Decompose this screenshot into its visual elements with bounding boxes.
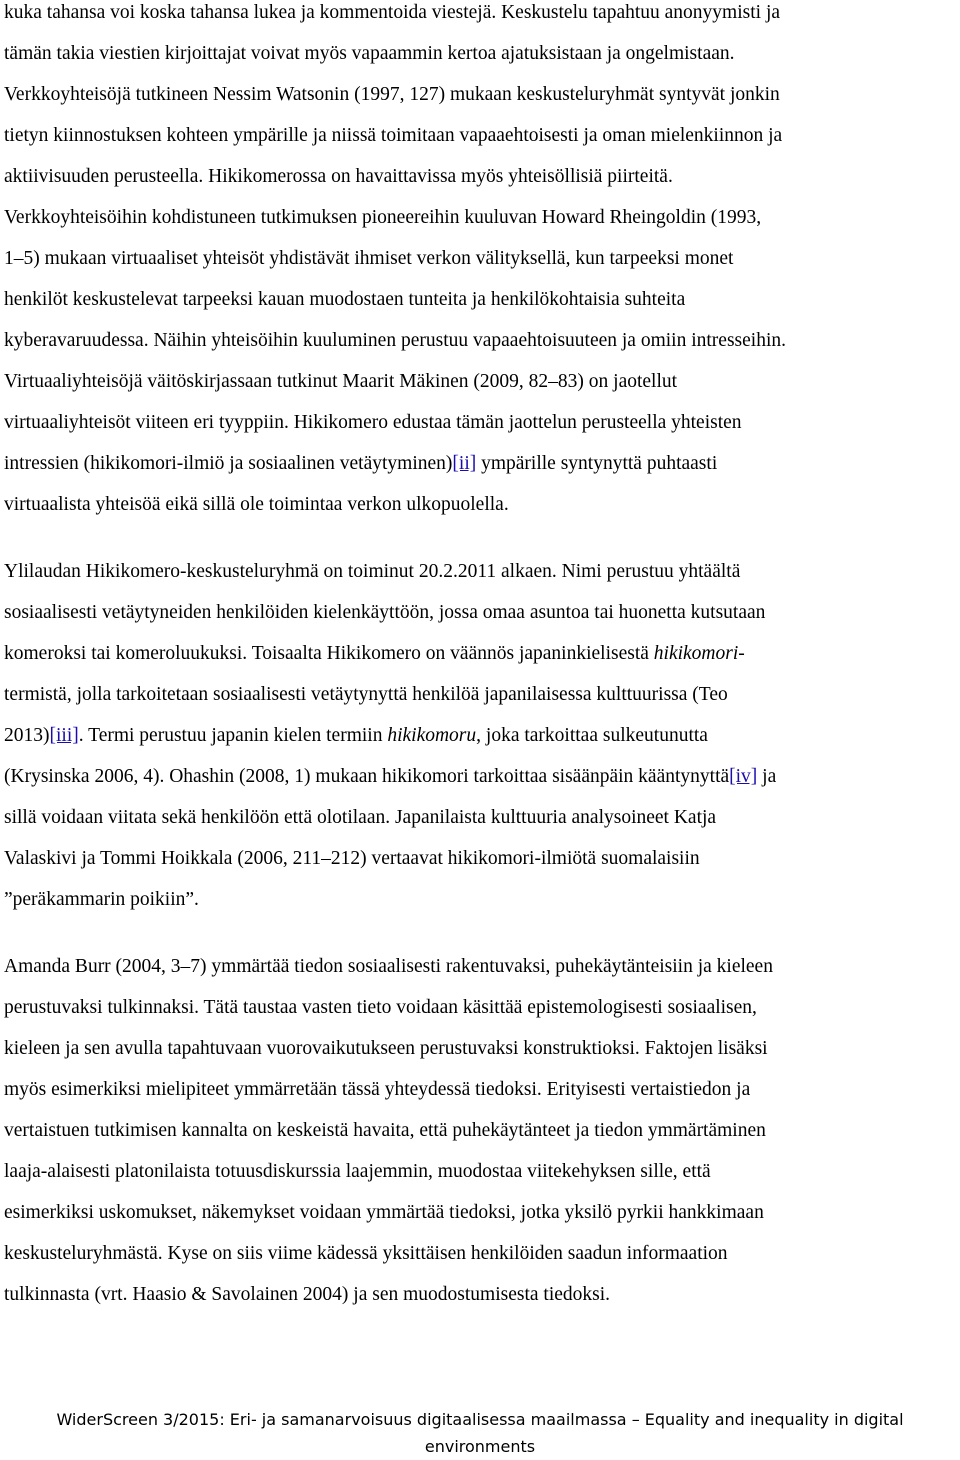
text-line xyxy=(4,74,958,115)
document-body xyxy=(4,0,958,1315)
text-run: 2013) xyxy=(4,725,50,746)
text-line xyxy=(4,674,958,715)
text-line xyxy=(4,279,958,320)
text-line xyxy=(4,197,958,238)
text-line xyxy=(4,1069,958,1110)
text-run: intressien (hikikomori-ilmiö ja sosiaalinen vetäytyminen) xyxy=(4,453,453,474)
italic-term: hikikomoru xyxy=(387,725,477,746)
footer-line: environments xyxy=(424,1437,536,1456)
text-line xyxy=(4,551,958,592)
text-line xyxy=(4,1110,958,1151)
text-run: Virtuaaliyhteisöjä väitöskirjassaan tutkinut Maarit Mäkinen (2009, 82–83) on jaotellut xyxy=(4,371,678,392)
paragraph xyxy=(4,551,958,920)
text-run: 1–5) mukaan virtuaaliset yhteisöt yhdistävät ihmiset verkon välityksellä, kun tarpeeksi monet xyxy=(4,248,734,269)
text-run: (Krysinska 2006, 4). Ohashin (2008, 1) mukaan hikikomori tarkoittaa sisäänpäin kääntynyttä xyxy=(4,766,730,787)
text-run: kyberavaruudessa. Näihin yhteisöihin kuuluminen perustuu vapaaehtoisuuteen ja omiin intresseihin. xyxy=(4,330,786,351)
text-run: Valaskivi ja Tommi Hoikkala (2006, 211–212) vertaavat hikikomori-ilmiötä suomalaisiin xyxy=(4,848,700,869)
text-line xyxy=(4,1233,958,1274)
text-run: esimerkiksi uskomukset, näkemykset voidaan ymmärtää tiedoksi, jotka yksilö pyrkii hankkimaan xyxy=(4,1202,764,1223)
text-line xyxy=(4,1028,958,1069)
footnote-link[interactable]: [iii] xyxy=(49,725,79,746)
paragraph xyxy=(4,946,958,1315)
text-line xyxy=(4,0,958,33)
text-line xyxy=(4,115,958,156)
text-run: - xyxy=(738,643,745,664)
text-line xyxy=(4,33,958,74)
text-run: henkilöt keskustelevat tarpeeksi kauan muodostaen tunteita ja henkilökohtaisia suhteita xyxy=(4,289,686,310)
italic-term: hikikomori xyxy=(653,643,739,664)
text-run: ja xyxy=(757,766,777,787)
text-run: kuka tahansa voi koska tahansa lukea ja kommentoida viestejä. Keskustelu tapahtuu anonyymisti ja xyxy=(4,2,781,23)
text-run: virtuaalista yhteisöä eikä sillä ole toimintaa verkon ulkopuolella. xyxy=(4,494,509,515)
text-line xyxy=(4,402,958,443)
text-run: kieleen ja sen avulla tapahtuvaan vuorovaikutukseen perustuvaksi konstruktioksi. Faktojen lisäksi xyxy=(4,1038,768,1059)
text-line xyxy=(4,1274,958,1315)
footnote-link[interactable]: [ii] xyxy=(452,453,477,474)
text-run: komeroksi tai komeroluukuksi. Toisaalta Hikikomero on väännös japaninkielisestä xyxy=(4,643,654,664)
footnote-link[interactable]: [iv] xyxy=(729,766,758,787)
text-run: tietyn kiinnostuksen kohteen ympärille ja niissä toimitaan vapaaehtoisesti ja oman mielenkiinnon ja xyxy=(4,125,783,146)
text-line xyxy=(4,1151,958,1192)
text-line xyxy=(4,987,958,1028)
text-line xyxy=(4,484,958,525)
text-line xyxy=(4,156,958,197)
text-line xyxy=(4,715,958,756)
text-run: Verkkoyhteisöjä tutkineen Nessim Watsonin (1997, 127) mukaan keskusteluryhmät syntyvät jonkin xyxy=(4,84,780,105)
text-run: . Termi perustuu japanin kielen termiin xyxy=(78,725,388,746)
text-line xyxy=(4,879,958,920)
text-run: keskusteluryhmästä. Kyse on siis viime kädessä yksittäisen henkilöiden saadun informaation xyxy=(4,1243,728,1264)
paragraph xyxy=(4,0,958,525)
text-run: termistä, jolla tarkoitetaan sosiaalisesti vetäytynyttä henkilöä japanilaisessa kulttuurissa (Teo xyxy=(4,684,728,705)
text-line xyxy=(4,838,958,879)
text-run: perustuvaksi tulkinnaksi. Tätä taustaa vasten tieto voidaan käsittää epistemologisesti sosiaalisen, xyxy=(4,997,757,1018)
text-line xyxy=(4,238,958,279)
page-footer xyxy=(0,1406,960,1460)
text-line xyxy=(4,1192,958,1233)
text-line xyxy=(4,443,958,484)
text-line xyxy=(4,797,958,838)
text-line xyxy=(4,946,958,987)
text-run: Amanda Burr (2004, 3–7) ymmärtää tiedon sosiaalisesti rakentuvaksi, puhekäytänteisiin ja kieleen xyxy=(4,956,773,977)
text-run: laaja-alaisesti platonilaista totuusdiskurssia laajemmin, muodostaa viitekehyksen sille, että xyxy=(4,1161,711,1182)
text-run: ympärille syntynyttä puhtaasti xyxy=(476,453,718,474)
text-run: , joka tarkoittaa sulkeutunutta xyxy=(476,725,708,746)
footer-line: WiderScreen 3/2015: Eri- ja samanarvoisuus digitaalisessa maailmassa – Equality and inequality in digital xyxy=(56,1410,904,1429)
text-run: tulkinnasta (vrt. Haasio & Savolainen 2004) ja sen muodostumisesta tiedoksi. xyxy=(4,1284,611,1305)
text-line xyxy=(4,756,958,797)
text-run: virtuaaliyhteisöt viiteen eri tyyppiin. Hikikomero edustaa tämän jaottelun perusteella yhteisten xyxy=(4,412,742,433)
text-run: vertaistuen tutkimisen kannalta on keskeistä havaita, että puhekäytänteet ja tiedon ymmärtäminen xyxy=(4,1120,766,1141)
text-run: sillä voidaan viitata sekä henkilöön että olotilaan. Japanilaista kulttuuria analysoineet Katja xyxy=(4,807,717,828)
text-line xyxy=(4,320,958,361)
text-run: sosiaalisesti vetäytyneiden henkilöiden kielenkäyttöön, jossa omaa asuntoa tai huonetta kutsutaan xyxy=(4,602,766,623)
text-run: myös esimerkiksi mielipiteet ymmärretään tässä yhteydessä tiedoksi. Erityisesti vertaistiedon ja xyxy=(4,1079,751,1100)
text-run: Ylilaudan Hikikomero-keskusteluryhmä on toiminut 20.2.2011 alkaen. Nimi perustuu yhtäältä xyxy=(4,561,741,582)
text-line xyxy=(4,633,958,674)
text-line xyxy=(4,361,958,402)
text-line xyxy=(4,592,958,633)
text-run: ”peräkammarin poikiin”. xyxy=(4,889,199,910)
text-run: Verkkoyhteisöihin kohdistuneen tutkimuksen pioneereihin kuuluvan Howard Rheingoldin (1993, xyxy=(4,207,762,228)
text-run: tämän takia viestien kirjoittajat voivat myös vapaammin kertoa ajatuksistaan ja ongelmistaan. xyxy=(4,43,735,64)
text-run: aktiivisuuden perusteella. Hikikomerossa on havaittavissa myös yhteisöllisiä piirteitä. xyxy=(4,166,673,187)
